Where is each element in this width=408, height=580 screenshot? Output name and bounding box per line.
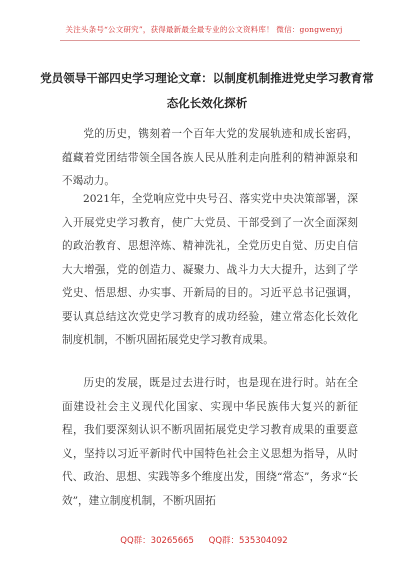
promo-banner: 关注头条号“公文研究”，获得最新最全最专业的公文资料库！ 微信：gongwenyj xyxy=(65,25,343,34)
qq-group-1: QQ群：30265665 xyxy=(120,536,194,546)
qq-group-2: QQ群：535304092 xyxy=(208,536,288,546)
promo-divider xyxy=(60,40,360,41)
paragraph-3-text: 历史的发展，既是过去进行时，也是现在进行时。站在全面建设社会主义现代化国家、实现中华民族伟大复兴的新征程，我们要深刻认识不断巩固拓展党史学习教育成果的重要意义，坚持以习近平新时代中国特色社会主义思想为指导，从时代、政治、思想、实践等多个维度出发，围绕“常态”，务求“长效”，建立制度机制，不断巩固拓 xyxy=(62,377,358,507)
document-title: 党员领导干部四史学习理论文章：以制度机制推进党史学习教育常态化长效化探析 xyxy=(40,71,374,110)
paragraph-3 xyxy=(62,372,358,513)
footer-contact xyxy=(0,534,408,546)
paragraph-1-text: 党的历史，镌刻着一个百年大党的发展轨迹和成长密码，蕴藏着党团结带领全国各族人民从胜利走向胜利的精神源泉和不竭动力。 xyxy=(62,128,358,187)
paragraph-1 xyxy=(62,123,358,194)
paragraph-2 xyxy=(62,188,358,353)
paragraph-2-text: 2021年，全党响应党中央号召、落实党中央决策部署，深入开展党史学习教育，使广大党员、干部受到了一次全面深刻的政治教育、思想淬炼、精神洗礼，全党历史自觉、历史自信大大增强，党的创造力、凝聚力、战斗力大大提升，达到了学党史、悟思想、办实事、开新局的目的。习近平总书记强调，要认真总结这次党史学习教育的成功经验，建立常态化长效化制度机制，不断巩固拓展党史学习教育成果。 xyxy=(62,193,358,346)
